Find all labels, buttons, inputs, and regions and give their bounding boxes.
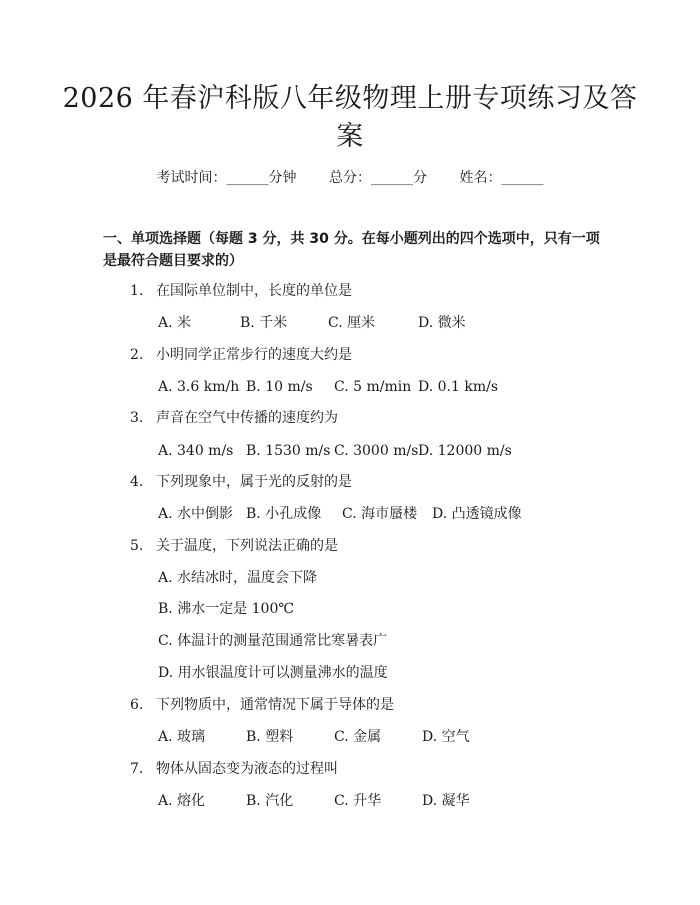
question-number: 4. [130, 474, 144, 490]
option-d: D. 0.1 km/s [418, 379, 499, 395]
question-2 [130, 345, 352, 365]
option-d: D. 微米 [418, 315, 466, 331]
option-a: A. 340 m/s [158, 443, 234, 459]
option-b: B. 1530 m/s [246, 443, 331, 459]
option-a: A. 水结冰时，温度会下降 [158, 570, 318, 586]
question-5 [130, 536, 338, 556]
option-d: D. 12000 m/s [418, 443, 512, 459]
question-1 [130, 281, 352, 301]
question-text: 物体从固态变为液态的过程叫 [156, 761, 338, 777]
option-a: A. 玻璃 [158, 729, 206, 745]
question-text: 在国际单位制中，长度的单位是 [156, 283, 352, 299]
option-c: C. 厘米 [328, 315, 376, 331]
option-c: C. 体温计的测量范围通常比寒暑表广 [158, 633, 388, 649]
option-b: B. 塑料 [246, 729, 294, 745]
question-text: 关于温度，下列说法正确的是 [156, 538, 338, 554]
student-name: 姓名：______ [459, 170, 544, 186]
option-a: A. 3.6 km/h [158, 379, 240, 395]
option-c: C. 5 m/min [334, 379, 412, 395]
option-a: A. 熔化 [158, 793, 206, 809]
option-b: B. 千米 [240, 315, 288, 331]
exam-score: 总分：______分 [329, 170, 427, 186]
option-b: B. 沸水一定是 100℃ [158, 601, 295, 617]
question-number: 6. [130, 697, 144, 713]
question-text: 声音在空气中传播的速度约为 [156, 410, 338, 426]
exam-time: 考试时间：______分钟 [156, 170, 297, 186]
option-c: C. 海市蜃楼 [342, 506, 418, 522]
question-text: 下列物质中，通常情况下属于导体的是 [156, 697, 394, 713]
option-c: C. 升华 [334, 793, 382, 809]
option-c: C. 3000 m/s [334, 443, 419, 459]
question-text: 下列现象中，属于光的反射的是 [156, 474, 352, 490]
question-7 [130, 759, 338, 779]
section-heading: 一、单项选择题（每题 3 分，共 30 分。在每小题列出的四个选项中，只有一项是最符合题目要求的） [103, 231, 600, 269]
question-3 [130, 408, 338, 428]
question-number: 5. [130, 538, 144, 554]
option-b: B. 汽化 [246, 793, 294, 809]
option-d: D. 空气 [422, 729, 470, 745]
question-text: 小明同学正常步行的速度大约是 [156, 347, 352, 363]
option-a: A. 米 [158, 315, 192, 331]
option-b: B. 10 m/s [246, 379, 313, 395]
page-title: 2026 年春沪科版八年级物理上册专项练习及答案 [62, 83, 638, 152]
question-number: 2. [130, 347, 144, 363]
question-number: 7. [130, 761, 144, 777]
option-d: D. 凸透镜成像 [432, 506, 522, 522]
option-a: A. 水中倒影 [158, 506, 234, 522]
question-4 [130, 472, 352, 492]
option-d: D. 用水银温度计可以测量沸水的温度 [158, 665, 388, 681]
exam-info [0, 168, 700, 188]
option-b: B. 小孔成像 [246, 506, 322, 522]
question-number: 1. [130, 283, 144, 299]
question-number: 3. [130, 410, 144, 426]
option-c: C. 金属 [334, 729, 382, 745]
question-6 [130, 695, 394, 715]
option-d: D. 凝华 [422, 793, 470, 809]
